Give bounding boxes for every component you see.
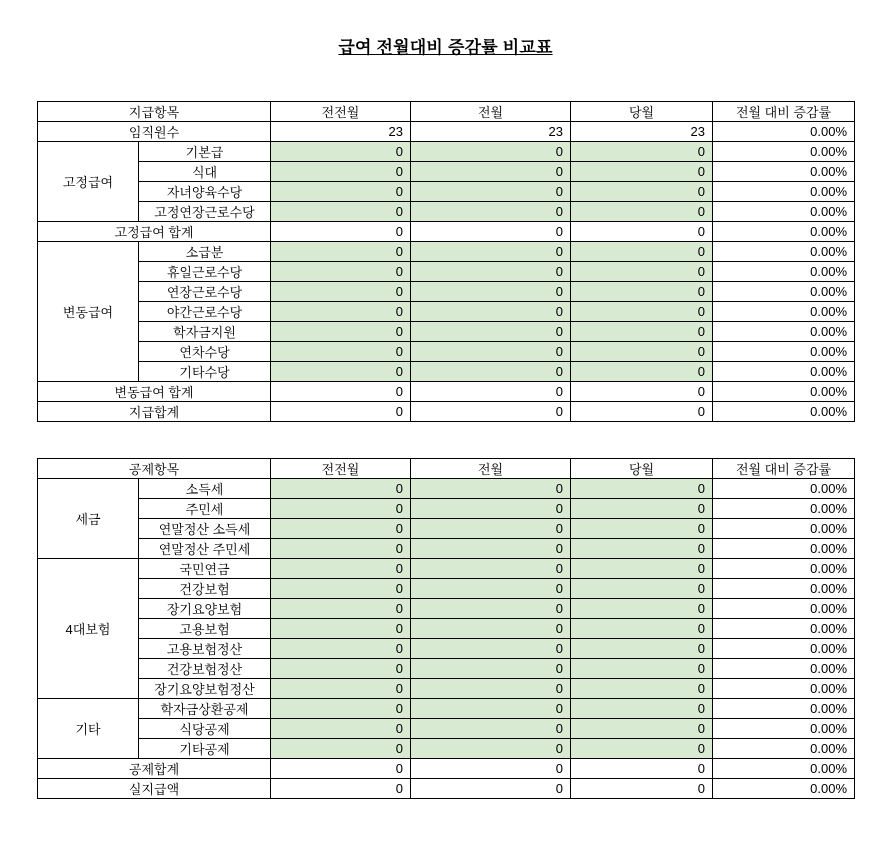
rate-cell: 0.00%: [713, 559, 855, 579]
rate-cell: 0.00%: [713, 162, 855, 182]
total-row: [38, 402, 855, 422]
value-cell: 0: [271, 559, 411, 579]
rate-cell: 0.00%: [713, 142, 855, 162]
value-cell: 0: [571, 619, 713, 639]
value-cell: 0: [571, 402, 713, 422]
item-label-cell: 학자금상환공제: [139, 699, 271, 719]
item-label-cell: 연장근로수당: [139, 282, 271, 302]
group-label-cell: 기타: [38, 699, 139, 759]
value-cell: 0: [571, 182, 713, 202]
value-cell: 0: [571, 699, 713, 719]
rate-cell: 0.00%: [713, 262, 855, 282]
value-cell: 0: [271, 402, 411, 422]
item-row: [38, 719, 855, 739]
value-cell: 0: [411, 739, 571, 759]
column-header-item: 지급항목: [38, 102, 271, 122]
rate-cell: 0.00%: [713, 519, 855, 539]
item-label-cell: 장기요양보험: [139, 599, 271, 619]
value-cell: 0: [411, 559, 571, 579]
value-cell: 0: [571, 759, 713, 779]
value-cell: 0: [271, 302, 411, 322]
value-cell: 0: [271, 142, 411, 162]
item-row: [38, 519, 855, 539]
value-cell: 0: [411, 282, 571, 302]
value-cell: 0: [411, 402, 571, 422]
salary-deductions-table: [37, 458, 855, 799]
value-cell: 0: [571, 162, 713, 182]
group-label-cell: 변동급여: [38, 242, 139, 382]
page-title: 급여 전월대비 증감률 비교표: [338, 38, 553, 57]
rate-cell: 0.00%: [713, 322, 855, 342]
item-label-cell: 소득세: [139, 479, 271, 499]
value-cell: 0: [271, 282, 411, 302]
salary-payments-table: [37, 101, 855, 422]
value-cell: 0: [271, 679, 411, 699]
item-row: [38, 699, 855, 719]
total-row: [38, 382, 855, 402]
column-header-m3: 당월: [571, 459, 713, 479]
total-label-cell: 변동급여 합계: [38, 382, 271, 402]
column-header-m2: 전월: [411, 459, 571, 479]
value-cell: 0: [271, 182, 411, 202]
rate-cell: 0.00%: [713, 699, 855, 719]
value-cell: 0: [571, 322, 713, 342]
item-row: [38, 559, 855, 579]
item-label-cell: 자녀양육수당: [139, 182, 271, 202]
total-label-cell: 공제합계: [38, 759, 271, 779]
payments-table-body: [38, 102, 855, 422]
value-cell: 0: [571, 202, 713, 222]
value-cell: 0: [271, 619, 411, 639]
value-cell: 0: [411, 382, 571, 402]
value-cell: 0: [271, 162, 411, 182]
item-row: [38, 579, 855, 599]
value-cell: 23: [271, 122, 411, 142]
item-row: [38, 362, 855, 382]
item-row: [38, 142, 855, 162]
deductions-table-body: [38, 459, 855, 799]
rate-cell: 0.00%: [713, 362, 855, 382]
value-cell: 0: [571, 559, 713, 579]
item-label-cell: 연차수당: [139, 342, 271, 362]
value-cell: 0: [411, 262, 571, 282]
value-cell: 0: [271, 479, 411, 499]
rate-cell: 0.00%: [713, 342, 855, 362]
value-cell: 0: [411, 362, 571, 382]
value-cell: 23: [571, 122, 713, 142]
rate-cell: 0.00%: [713, 739, 855, 759]
item-label-cell: 건강보험: [139, 579, 271, 599]
value-cell: 0: [571, 499, 713, 519]
value-cell: 0: [411, 202, 571, 222]
value-cell: 0: [411, 599, 571, 619]
value-cell: 0: [271, 382, 411, 402]
total-label-cell: 지급합계: [38, 402, 271, 422]
value-cell: 0: [271, 719, 411, 739]
value-cell: 0: [411, 479, 571, 499]
rate-cell: 0.00%: [713, 302, 855, 322]
value-cell: 0: [411, 619, 571, 639]
value-cell: 0: [271, 362, 411, 382]
item-row: [38, 262, 855, 282]
value-cell: 0: [571, 539, 713, 559]
rate-cell: 0.00%: [713, 222, 855, 242]
rate-cell: 0.00%: [713, 779, 855, 799]
rate-cell: 0.00%: [713, 202, 855, 222]
item-row: [38, 479, 855, 499]
value-cell: 0: [571, 342, 713, 362]
item-row: [38, 619, 855, 639]
rate-cell: 0.00%: [713, 122, 855, 142]
value-cell: 0: [271, 759, 411, 779]
value-cell: 0: [571, 739, 713, 759]
item-label-cell: 연말정산 주민세: [139, 539, 271, 559]
value-cell: 0: [411, 779, 571, 799]
rate-cell: 0.00%: [713, 579, 855, 599]
total-label-cell: 실지급액: [38, 779, 271, 799]
value-cell: 0: [411, 302, 571, 322]
item-label-cell: 야간근로수당: [139, 302, 271, 322]
rate-cell: 0.00%: [713, 539, 855, 559]
rate-cell: 0.00%: [713, 242, 855, 262]
value-cell: 0: [271, 539, 411, 559]
value-cell: 0: [271, 222, 411, 242]
value-cell: 0: [571, 599, 713, 619]
value-cell: 0: [271, 519, 411, 539]
group-label-cell: 세금: [38, 479, 139, 559]
item-label-cell: 장기요양보험정산: [139, 679, 271, 699]
value-cell: 0: [411, 322, 571, 342]
value-cell: 0: [411, 242, 571, 262]
item-row: [38, 162, 855, 182]
value-cell: 0: [411, 659, 571, 679]
item-row: [38, 342, 855, 362]
value-cell: 23: [411, 122, 571, 142]
rate-cell: 0.00%: [713, 659, 855, 679]
value-cell: 0: [571, 719, 713, 739]
column-header-m1: 전전월: [271, 102, 411, 122]
value-cell: 0: [271, 499, 411, 519]
item-row: [38, 659, 855, 679]
value-cell: 0: [411, 579, 571, 599]
value-cell: 0: [411, 499, 571, 519]
item-label-cell: 국민연금: [139, 559, 271, 579]
value-cell: 0: [271, 322, 411, 342]
value-cell: 0: [411, 142, 571, 162]
column-header-rate: 전월 대비 증감률: [713, 459, 855, 479]
value-cell: 0: [271, 342, 411, 362]
rate-cell: 0.00%: [713, 759, 855, 779]
value-cell: 0: [271, 242, 411, 262]
rate-cell: 0.00%: [713, 599, 855, 619]
item-label-cell: 고용보험: [139, 619, 271, 639]
value-cell: 0: [271, 202, 411, 222]
group-label-cell: 고정급여: [38, 142, 139, 222]
item-label-cell: 기본급: [139, 142, 271, 162]
value-cell: 0: [571, 639, 713, 659]
item-label-cell: 휴일근로수당: [139, 262, 271, 282]
rate-cell: 0.00%: [713, 402, 855, 422]
value-cell: 0: [271, 659, 411, 679]
total-label-cell: 고정급여 합계: [38, 222, 271, 242]
item-row: [38, 499, 855, 519]
value-cell: 0: [571, 262, 713, 282]
item-label-cell: 학자금지원: [139, 322, 271, 342]
item-label-cell: 주민세: [139, 499, 271, 519]
value-cell: 0: [411, 222, 571, 242]
item-row: [38, 679, 855, 699]
item-row: [38, 639, 855, 659]
value-cell: 0: [571, 222, 713, 242]
value-cell: 0: [271, 599, 411, 619]
column-header-m1: 전전월: [271, 459, 411, 479]
item-label-cell: 기타공제: [139, 739, 271, 759]
value-cell: 0: [411, 699, 571, 719]
value-cell: 0: [411, 719, 571, 739]
value-cell: 0: [411, 182, 571, 202]
rate-cell: 0.00%: [713, 182, 855, 202]
item-label-cell: 기타수당: [139, 362, 271, 382]
value-cell: 0: [571, 579, 713, 599]
item-label-cell: 연말정산 소득세: [139, 519, 271, 539]
item-row: [38, 202, 855, 222]
value-cell: 0: [271, 699, 411, 719]
value-cell: 0: [411, 342, 571, 362]
item-row: [38, 282, 855, 302]
value-cell: 0: [271, 779, 411, 799]
value-cell: 0: [571, 382, 713, 402]
rate-cell: 0.00%: [713, 479, 855, 499]
item-label-cell: 소급분: [139, 242, 271, 262]
header-row: [38, 102, 855, 122]
value-cell: 0: [571, 519, 713, 539]
item-row: [38, 242, 855, 262]
total-row: [38, 759, 855, 779]
total-row: [38, 779, 855, 799]
value-cell: 0: [411, 759, 571, 779]
value-cell: 0: [571, 242, 713, 262]
column-header-m2: 전월: [411, 102, 571, 122]
value-cell: 0: [271, 639, 411, 659]
item-label-cell: 고용보험정산: [139, 639, 271, 659]
value-cell: 0: [411, 162, 571, 182]
value-cell: 0: [411, 539, 571, 559]
rate-cell: 0.00%: [713, 619, 855, 639]
value-cell: 0: [571, 362, 713, 382]
value-cell: 0: [411, 679, 571, 699]
rate-cell: 0.00%: [713, 382, 855, 402]
rate-cell: 0.00%: [713, 719, 855, 739]
item-row: [38, 302, 855, 322]
value-cell: 0: [271, 579, 411, 599]
value-cell: 0: [571, 302, 713, 322]
item-label-cell: 고정연장근로수당: [139, 202, 271, 222]
column-header-m3: 당월: [571, 102, 713, 122]
value-cell: 0: [411, 519, 571, 539]
item-row: [38, 599, 855, 619]
rate-cell: 0.00%: [713, 639, 855, 659]
value-cell: 0: [571, 282, 713, 302]
item-row: [38, 322, 855, 342]
item-row: [38, 739, 855, 759]
item-row: [38, 539, 855, 559]
item-label-cell: 식당공제: [139, 719, 271, 739]
item-label-cell: 식대: [139, 162, 271, 182]
value-cell: 0: [271, 739, 411, 759]
value-cell: 0: [271, 262, 411, 282]
value-cell: 0: [411, 639, 571, 659]
value-cell: 0: [571, 479, 713, 499]
rate-cell: 0.00%: [713, 282, 855, 302]
header-row: [38, 459, 855, 479]
column-header-item: 공제항목: [38, 459, 271, 479]
total-label-cell: 임직원수: [38, 122, 271, 142]
value-cell: 0: [571, 679, 713, 699]
value-cell: 0: [571, 142, 713, 162]
value-cell: 0: [571, 779, 713, 799]
item-row: [38, 182, 855, 202]
group-label-cell: 4대보험: [38, 559, 139, 699]
total-row: [38, 222, 855, 242]
rate-cell: 0.00%: [713, 499, 855, 519]
rate-cell: 0.00%: [713, 679, 855, 699]
total-row: [38, 122, 855, 142]
column-header-rate: 전월 대비 증감률: [713, 102, 855, 122]
value-cell: 0: [571, 659, 713, 679]
item-label-cell: 건강보험정산: [139, 659, 271, 679]
